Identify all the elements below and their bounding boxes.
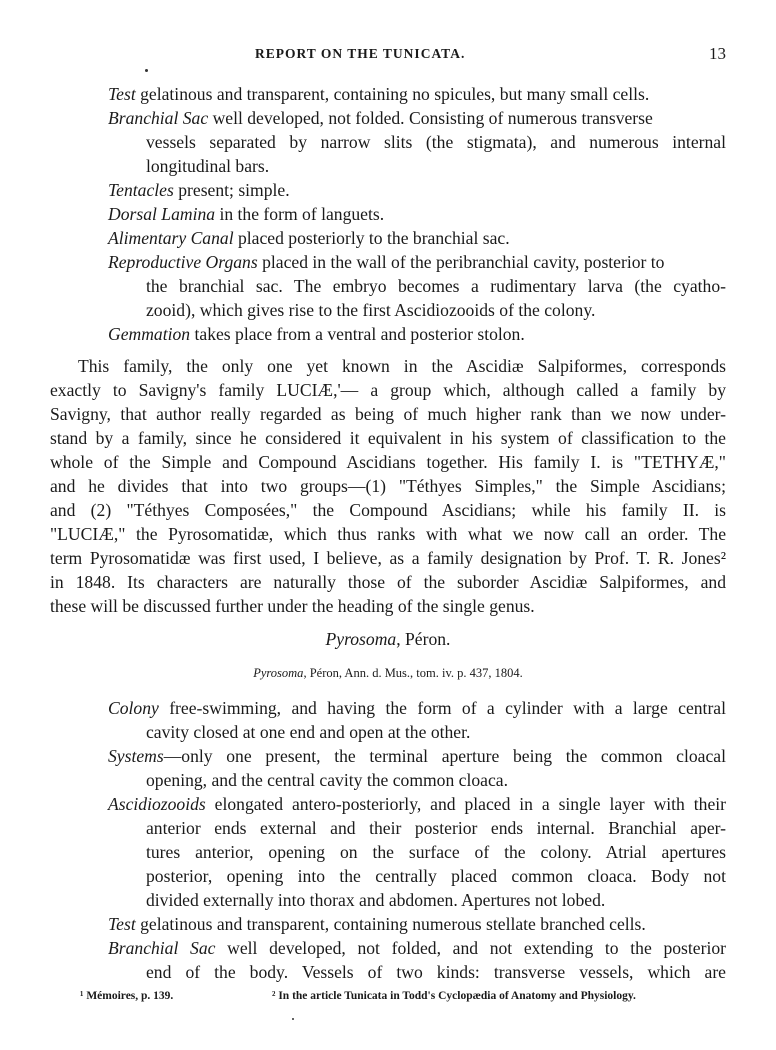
- para-line: "LUCIÆ," the Pyrosomatidæ, which thus ranks with what we now call an order. The: [50, 524, 726, 544]
- ink-speck: [292, 1018, 294, 1020]
- genus-test-line-1: Test gelatinous and transparent, containing numerous stellate branched cells.: [108, 914, 646, 934]
- running-title: REPORT ON THE TUNICATA.: [255, 46, 466, 61]
- char-branchial-line-3: longitudinal bars.: [146, 156, 270, 176]
- footnote-2: ² In the article Tunicata in Todd's Cyclopædia of Anatomy and Physiology.: [272, 990, 636, 1002]
- ink-speck: [145, 69, 148, 72]
- genus-reference-name: Pyrosoma: [253, 666, 304, 680]
- genus-colony-line-1: Colony free-swimming, and having the form of a cylinder with a large central: [108, 698, 726, 718]
- para-line: Savigny, that author really regarded as being of much higher rank than we now under-: [50, 404, 726, 424]
- char-term: Gemmation: [108, 324, 191, 344]
- genus-ascidiozooids-line-5: divided externally into thorax and abdomen. Apertures not lobed.: [146, 890, 606, 910]
- genus-branchial-line-1: Branchial Sac well developed, not folded, and not extending to the posterior: [108, 938, 726, 958]
- char-test-line-1: Test gelatinous and transparent, containing no spicules, but many small cells.: [108, 84, 650, 104]
- para-line: exactly to Savigny's family LUCIÆ,'— a group which, although called a family by: [50, 380, 726, 400]
- genus-reference-citation: , Péron, Ann. d. Mus., tom. iv. p. 437, 1804.: [303, 666, 523, 680]
- para-line: This family, the only one yet known in the Ascidiæ Salpiformes, corresponds: [78, 356, 726, 376]
- char-term: Test: [108, 84, 136, 104]
- char-term: Ascidiozooids: [108, 794, 206, 814]
- char-term: Branchial Sac: [108, 108, 209, 128]
- running-header: [0, 44, 776, 66]
- page-number: 13: [709, 44, 726, 63]
- char-reproductive-line-1: Reproductive Organs placed in the wall of the peribranchial cavity, posterior to: [108, 252, 665, 272]
- genus-reference: [0, 665, 776, 681]
- char-branchial-line-2: vessels separated by narrow slits (the stigmata), and numerous internal: [146, 132, 726, 152]
- genus-systems-line-2: opening, and the central cavity the common cloaca.: [146, 770, 508, 790]
- para-line: in 1848. Its characters are naturally those of the suborder Ascidiæ Salpiformes, and: [50, 572, 726, 592]
- para-line: whole of the Simple and Compound Ascidians together. His family I. is "TETHYÆ,": [50, 452, 726, 472]
- char-term: Systems: [108, 746, 164, 766]
- char-term: Alimentary Canal: [108, 228, 234, 248]
- char-branchial-line-1: Branchial Sac well developed, not folded. Consisting of numerous transverse: [108, 108, 653, 128]
- para-line: and he divides that into two groups—(1) "Téthyes Simples," the Simple Ascidians;: [50, 476, 726, 496]
- para-line: stand by a family, since he considered it equivalent in his system of classification to the: [50, 428, 726, 448]
- genus-systems-line-1: Systems—only one present, the terminal aperture being the common cloacal: [108, 746, 726, 766]
- char-reproductive-line-3: zooid), which gives rise to the first Ascidiozooids of the colony.: [146, 300, 596, 320]
- genus-ascidiozooids-line-3: tures anterior, opening on the surface of the colony. Atrial apertures: [146, 842, 726, 862]
- genus-colony-line-2: cavity closed at one end and open at the other.: [146, 722, 471, 742]
- footnote-1: ¹ Mémoires, p. 139.: [80, 990, 174, 1002]
- genus-author: , Péron.: [396, 629, 451, 649]
- genus-ascidiozooids-line-1: Ascidiozooids elongated antero-posteriorly, and placed in a single layer with their: [108, 794, 726, 814]
- char-term: Reproductive Organs: [108, 252, 258, 272]
- char-gemmation: Gemmation takes place from a ventral and posterior stolon.: [108, 324, 525, 344]
- char-term: Dorsal Lamina: [108, 204, 216, 224]
- char-alimentary-canal: Alimentary Canal placed posteriorly to the branchial sac.: [108, 228, 510, 248]
- genus-name: Pyrosoma: [325, 629, 397, 649]
- para-line: these will be discussed further under the heading of the single genus.: [50, 596, 535, 616]
- genus-ascidiozooids-line-4: posterior, opening into the centrally placed common cloaca. Body not: [146, 866, 726, 886]
- genus-ascidiozooids-line-2: anterior ends external and their posterior ends internal. Branchial aper-: [146, 818, 726, 838]
- char-term: Colony: [108, 698, 159, 718]
- char-term: Tentacles: [108, 180, 174, 200]
- para-line: term Pyrosomatidæ was first used, I believe, as a family designation by Prof. T. R. Jones²: [50, 548, 726, 568]
- genus-heading: [0, 628, 776, 650]
- genus-branchial-line-2: end of the body. Vessels of two kinds: transverse vessels, which are: [146, 962, 726, 982]
- char-tentacles: Tentacles present; simple.: [108, 180, 290, 200]
- char-reproductive-line-2: the branchial sac. The embryo becomes a rudimentary larva (the cyatho-: [146, 276, 726, 296]
- char-dorsal-lamina: Dorsal Lamina in the form of languets.: [108, 204, 385, 224]
- char-term: Branchial Sac: [108, 938, 216, 958]
- char-term: Test: [108, 914, 136, 934]
- para-line: and (2) "Téthyes Composées," the Compound Ascidians; while his family II. is: [50, 500, 726, 520]
